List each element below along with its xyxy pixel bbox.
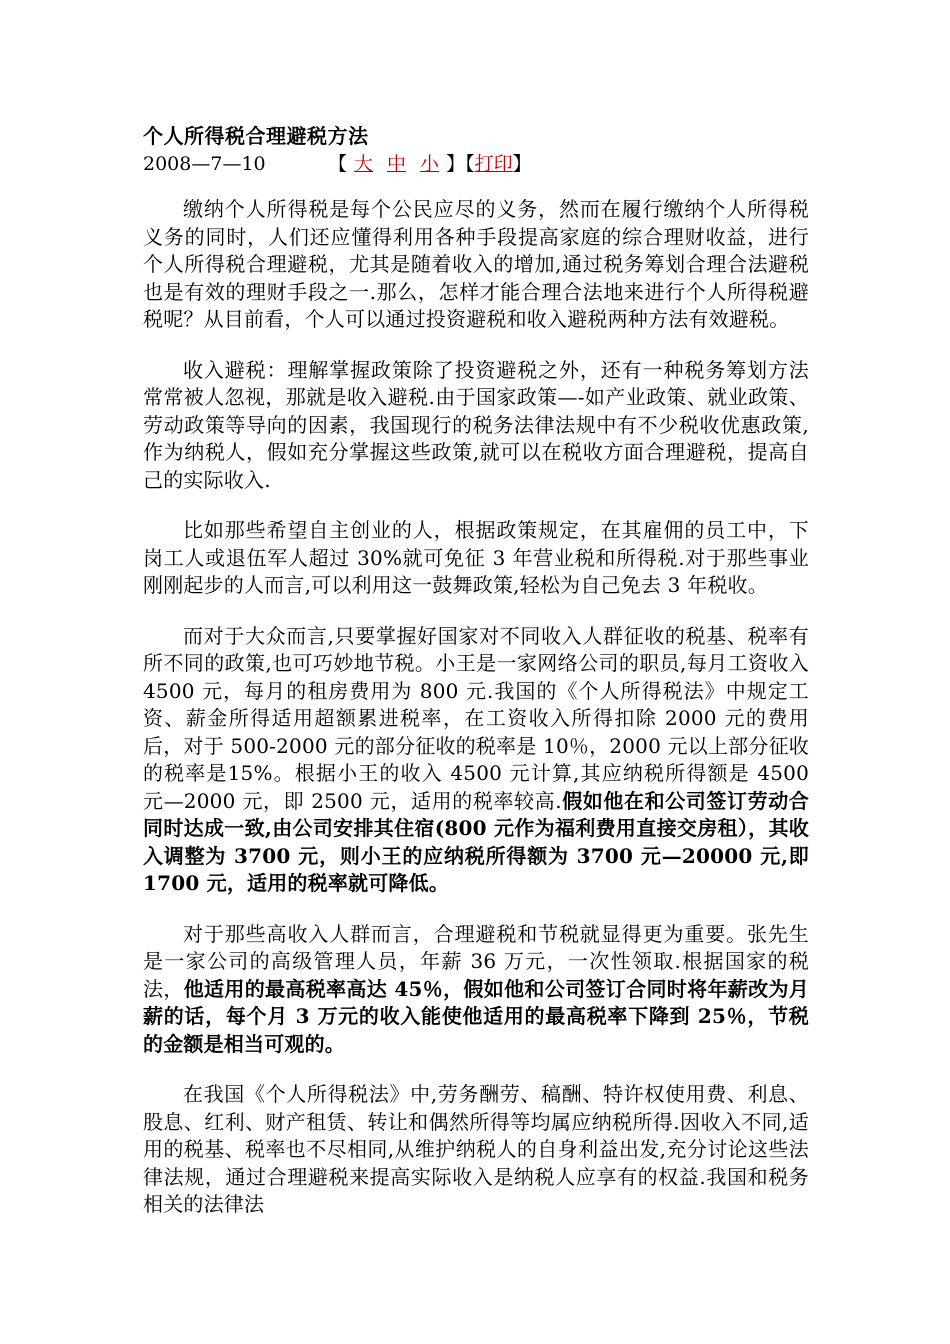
paragraph-3 [143,517,809,600]
paragraph-text: 而对于大众而言,只要掌握好国家对不同收入人群征收的税基、税率有所不同的政策,也可巧妙地节税。小王是一家网络公司的职员,每月工资收入 4500 元，每月的租房费用为 800 元.我国的《个人所得税法》中规定工资、薪金所得适用超额累进税率，在工资收入所得扣除 2000 元的费用后，对于 500-2000 元的部分征收的税率是 10％，2000 元以上部分征收的税率是15%。根据小王的收入 4500 元计算,其应纳税所得额是 4500 元—2000 元，即 2500 元，适用的税率较高. [143,623,809,813]
paragraph-6 [143,1081,809,1219]
paragraph-bold-text: 他适用的最高税率高达 45％，假如他和公司签订合同时将年薪改为月薪的话，每个月 3 万元的收入能使他适用的最高税率下降到 25％，节税的金额是相当可观的。 [143,976,809,1056]
article-meta [143,150,809,178]
publish-date: 2008—7—10 [143,153,266,175]
paragraph-5 [143,921,809,1059]
article [143,122,809,1242]
print-link[interactable]: 打印 [474,153,513,175]
print-close-bracket: 】 [512,153,532,175]
font-size-open-bracket: 【 [328,153,348,175]
paragraph-text: 缴纳个人所得税是每个公民应尽的义务，然而在履行缴纳个人所得税义务的同时，人们还应懂得利用各种手段提高家庭的综合理财收益，进行个人所得税合理避税，尤其是随着收入的增加,通过税务筹划合理合法避税也是有效的理财手段之一.那么，怎样才能合理合法地来进行个人所得税避税呢？从目前看，个人可以通过投资避税和收入避税两种方法有效避税。 [143,197,809,331]
paragraph-bold-text: 假如他在和公司签订劳动合同时达成一致,由公司安排其住宿(800 元作为福利费用直接交房租），其收入调整为 3700 元，则小王的应纳税所得额为 3700 元—20000 元,即 1700 元，适用的税率就可降低。 [143,788,809,895]
paragraph-text: 收入避税：理解掌握政策除了投资避税之外，还有一种税务筹划方法常常被人忽视，那就是收入避税.由于国家政策—-如产业政策、就业政策、劳动政策等导向的因素，我国现行的税务法律法规中有不少税收优惠政策,作为纳税人，假如充分掌握这些政策,就可以在税收方面合理避税，提高自己的实际收入. [143,357,809,492]
font-size-medium-link[interactable]: 中 [387,153,407,175]
article-title: 个人所得税合理避税方法 [143,124,369,148]
print-open-bracket: 【 [465,153,475,175]
paragraph-1 [143,196,809,334]
paragraph-4 [143,623,809,898]
font-size-small-link[interactable]: 小 [420,153,440,175]
font-size-large-link[interactable]: 大 [354,153,374,175]
font-size-close-bracket: 】 [446,153,466,175]
paragraph-text: 在我国《个人所得税法》中,劳务酬劳、稿酬、特许权使用费、利息、股息、红利、财产租赁、转让和偶然所得等均属应纳税所得.因收入不同,适用的税基、税率也不尽相同,从维护纳税人的自身利益出发,充分讨论这些法律法规，通过合理避税来提高实际收入是纳税人应享有的权益.我国和税务相关的法律法 [143,1082,809,1216]
paragraph-2 [143,357,809,495]
paragraph-text: 对于那些高收入人群而言，合理避税和节税就显得更为重要。张先生是一家公司的高级管理人员，年薪 36 万元，一次性领取.根据国家的税法， [143,921,809,1001]
paragraph-text: 比如那些希望自主创业的人，根据政策规定，在其雇佣的员工中，下岗工人或退伍军人超过 30%就可免征 3 年营业税和所得税.对于那些事业刚刚起步的人而言,可以利用这一鼓舞政策,轻松为自己免去 3 年税收。 [143,518,809,597]
